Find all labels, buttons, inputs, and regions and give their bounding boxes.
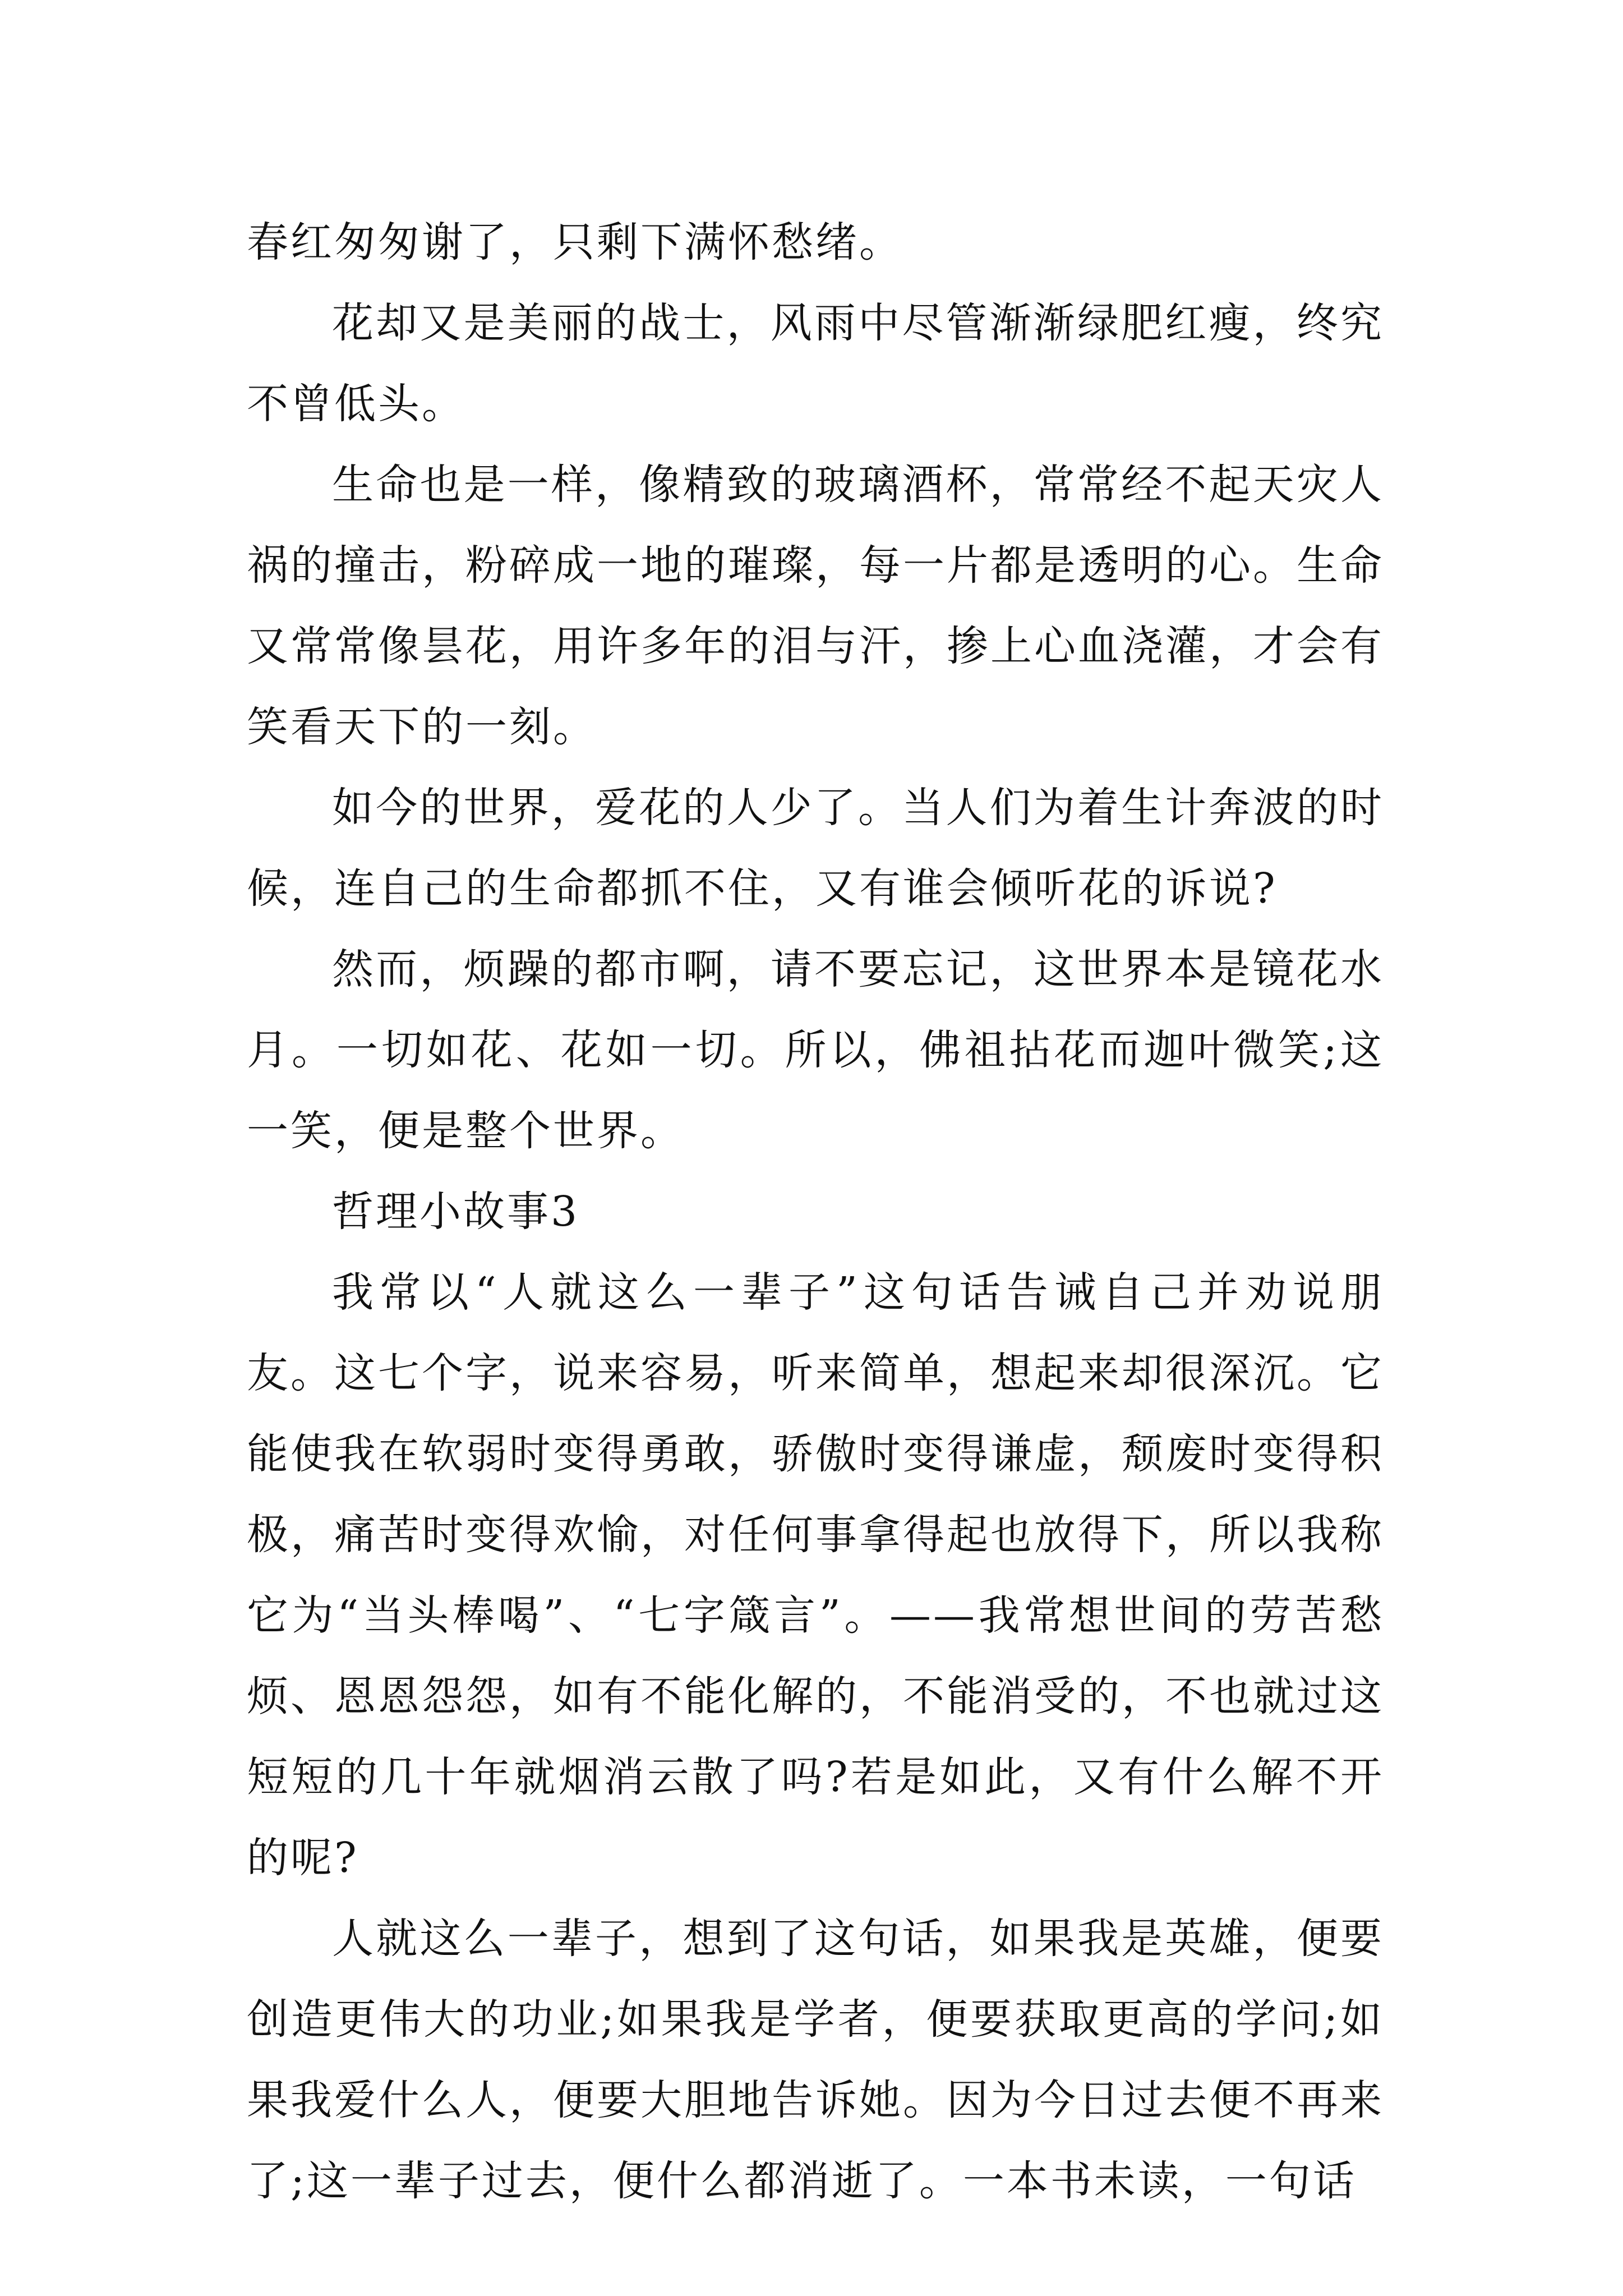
paragraph-7: 人就这么一辈子，想到了这句话，如果我是英雄，便要创造更伟大的功业;如果我是学者，便要获取更高的学问;如果我爱什么人，便要大胆地告诉她。因为今日过去便不再来了;这一辈子过去，便什么都消逝了。一本书未读，一句话 <box>247 1915 1384 2205</box>
paragraph-6: 我常以“人就这么一辈子”这句话告诫自己并劝说朋友。这七个字，说来容易，听来简单，想起来却很深沉。它能使我在软弱时变得勇敢，骄傲时变得谦虚，颓废时变得积极，痛苦时变得欢愉，对任何事拿得起也放得下，所以我称它为“当头棒喝”、“七字箴言”。——我常想世间的劳苦愁烦、恩恩怨怨，如有不能化解的，不能消受的，不也就过这短短的几十年就烟消云散了吗?若是如此，又有什么解不开的呢? <box>247 1268 1384 1882</box>
section-heading: 哲理小故事3 <box>332 1188 580 1236</box>
document-body <box>247 202 1384 2221</box>
paragraph-3: 生命也是一样，像精致的玻璃酒杯，常常经不起天灾人祸的撞击，粉碎成一地的璀璨，每一片都是透明的心。生命又常常像昙花，用许多年的泪与汗，掺上心血浇灌，才会有笑看天下的一刻。 <box>247 461 1384 751</box>
paragraph-5: 然而，烦躁的都市啊，请不要忘记，这世界本是镜花水月。一切如花、花如一切。所以，佛祖拈花而迦叶微笑;这一笑，便是整个世界。 <box>247 945 1384 1155</box>
paragraph-2: 花却又是美丽的战士，风雨中尽管渐渐绿肥红瘦，终究不曾低头。 <box>247 299 1384 428</box>
paragraph-4: 如今的世界，爱花的人少了。当人们为着生计奔波的时候，连自己的生命都抓不住，又有谁会倾听花的诉说? <box>247 784 1384 913</box>
paragraph-1: 春红匆匆谢了，只剩下满怀愁绪。 <box>247 218 903 266</box>
